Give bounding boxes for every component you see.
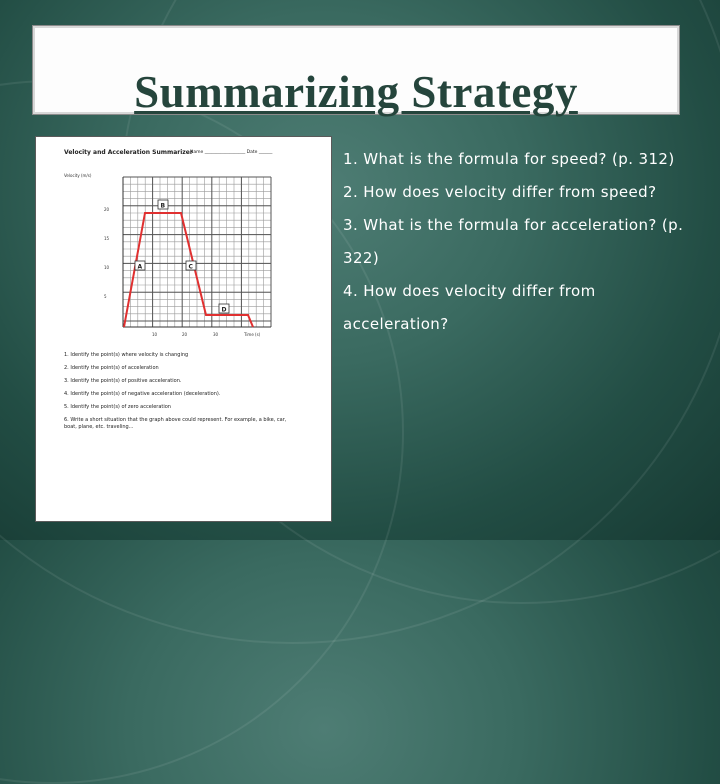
point-c-label: C <box>188 263 193 271</box>
y-axis-label: Velocity (m/s) <box>64 173 92 178</box>
worksheet-question: boat, plane, etc. traveling... <box>64 424 134 430</box>
graph-grid <box>123 177 271 327</box>
point-d-label: D <box>221 306 227 314</box>
worksheet-name-line: Name __________________ Date ______ <box>190 150 273 155</box>
worksheet-image <box>35 136 332 522</box>
worksheet-question: 2. Identify the point(s) of acceleration <box>64 365 159 371</box>
worksheet-question: 1. Identify the point(s) where velocity is changing <box>64 352 189 358</box>
question-item: 2. How does velocity differ from speed? <box>343 183 657 201</box>
question-item: 4. How does velocity differ from acceleration? <box>343 282 596 333</box>
worksheet-question: 6. Write a short situation that the graph above could represent. For example, a bike, car, <box>64 417 287 423</box>
point-a-label: A <box>137 263 143 271</box>
question-item: 3. What is the formula for acceleration? (p. 322) <box>343 216 684 267</box>
x-tick-label: 20 <box>182 332 188 337</box>
y-tick-label: 10 <box>104 265 110 270</box>
slide-title: Summarizing Strategy <box>134 67 578 117</box>
worksheet-title: Velocity and Acceleration Summarizer <box>64 149 193 156</box>
question-item: 1. What is the formula for speed? (p. 312) <box>343 150 675 168</box>
question-list <box>343 143 689 341</box>
worksheet-question: 4. Identify the point(s) of negative acceleration (deceleration). <box>64 391 221 397</box>
x-tick-label: 10 <box>152 332 158 337</box>
y-tick-label: 20 <box>104 207 110 212</box>
x-axis-label: Time (s) <box>244 332 261 337</box>
y-tick-label: 5 <box>104 294 107 299</box>
worksheet-question: 5. Identify the point(s) of zero acceleration <box>64 404 171 410</box>
worksheet-question: 3. Identify the point(s) of positive acceleration. <box>64 378 182 384</box>
velocity-time-graph <box>36 137 331 521</box>
title-box <box>32 25 680 115</box>
point-b-label: B <box>160 202 166 210</box>
x-tick-label: 30 <box>213 332 219 337</box>
y-tick-label: 15 <box>104 236 110 241</box>
